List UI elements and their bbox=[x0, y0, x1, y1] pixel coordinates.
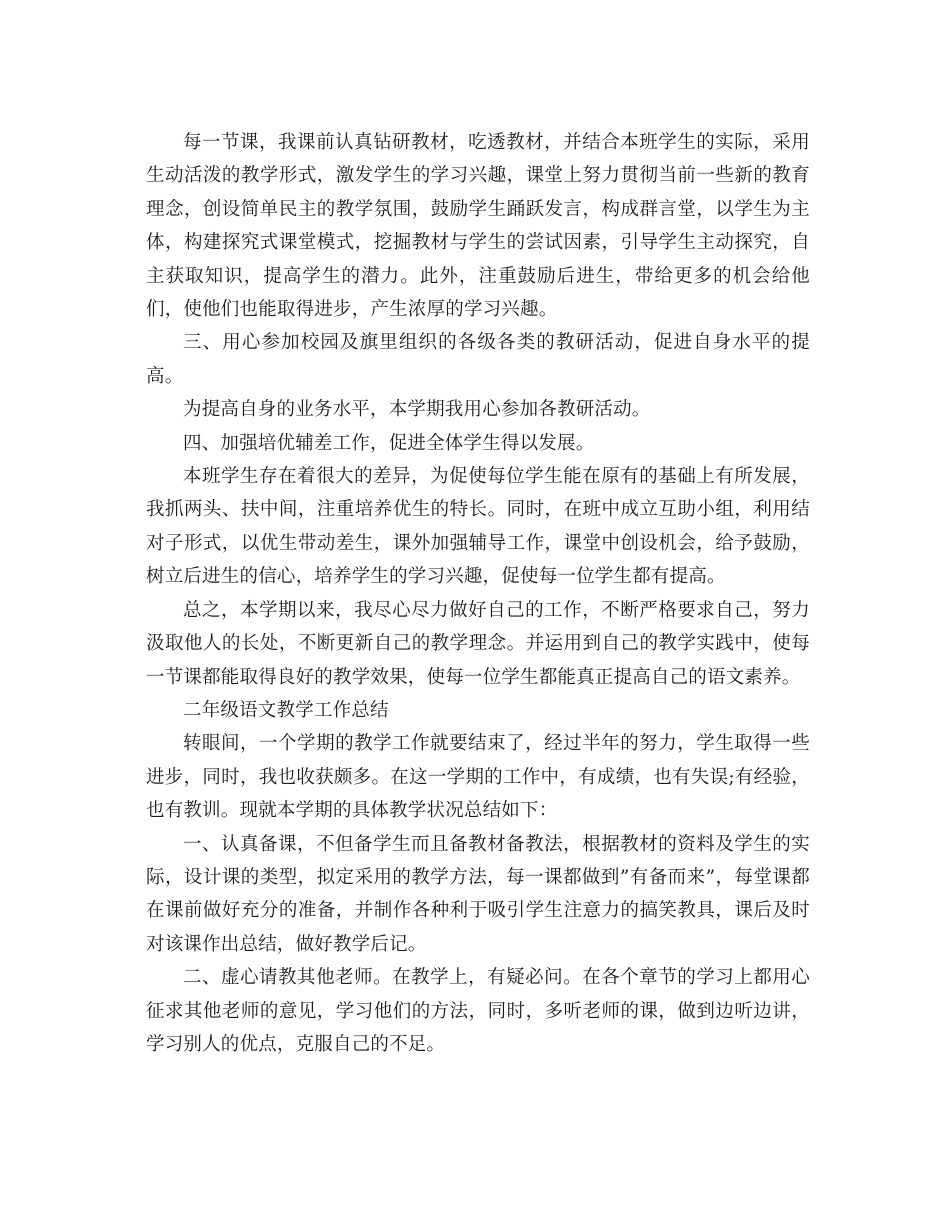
document-body bbox=[146, 126, 810, 1061]
section-heading-tutoring: 四、加强培优辅差工作，促进全体学生得以发展。 bbox=[183, 432, 595, 454]
paragraph-careful-preparation: 一、认真备课，不但备学生而且备教材备教法，根据教材的资料及学生的实际，设计课的类型，拟定采用的教学方法，每一课都做到”有备而来”，每堂课都在课前做好充分的准备，并制作各种利于吸引学生注意力的搞笑教具，课后及时对该课作出总结，做好教学后记。 bbox=[146, 833, 810, 955]
paragraph-tutoring: 本班学生存在着很大的差异，为促使每位学生能在原有的基础上有所发展，我抓两头、扶中间，注重培养优生的特长。同时，在班中成立互助小组，利用结对子形式，以优生带动差生，课外加强辅导工作，课堂中创设机会，给予鼓励，树立后进生的信心，培养学生的学习兴趣，促使每一位学生都有提高。 bbox=[146, 466, 810, 588]
paragraph-research-activities: 为提高自身的业务水平，本学期我用心参加各教研活动。 bbox=[183, 399, 651, 421]
section-heading-research-activities: 三、用心参加校园及旗里组织的各级各类的教研活动，促进自身水平的提高。 bbox=[146, 332, 810, 387]
paragraph-summary: 总之，本学期以来，我尽心尽力做好自己的工作，不断严格要求自己，努力汲取他人的长处，不断更新自己的教学理念。并运用到自己的教学实践中，使每一节课都能取得良好的教学效果，使每一位学生都能真正提高自己的语文素养。 bbox=[146, 599, 810, 688]
paragraph-introduction: 转眼间，一个学期的教学工作就要结束了，经过半年的努力，学生取得一些进步，同时，我也收获颇多。在这一学期的工作中，有成绩，也有失误;有经验，也有教训。现就本学期的具体教学状况总结如下： bbox=[146, 733, 810, 822]
paragraph-consult-teachers: 二、虚心请教其他老师。在教学上，有疑必问。在各个章节的学习上都用心征求其他老师的意见，学习他们的方法，同时，多听老师的课，做到边听边讲，学习别人的优点，克服自己的不足。 bbox=[146, 967, 810, 1055]
document-title-grade-two: 二年级语文教学工作总结 bbox=[183, 699, 389, 721]
paragraph-lesson-preparation: 每一节课，我课前认真钻研教材，吃透教材，并结合本班学生的实际，采用生动活泼的教学形式，激发学生的学习兴趣，课堂上努力贯彻当前一些新的教育理念，创设简单民主的教学氛围，鼓励学生踊跃发言，构成群言堂，以学生为主体，构建探究式课堂模式，挖掘教材与学生的尝试因素，引导学生主动探究，自主获取知识，提高学生的潜力。此外，注重鼓励后进生，带给更多的机会给他们，使他们也能取得进步，产生浓厚的学习兴趣。 bbox=[146, 132, 810, 321]
